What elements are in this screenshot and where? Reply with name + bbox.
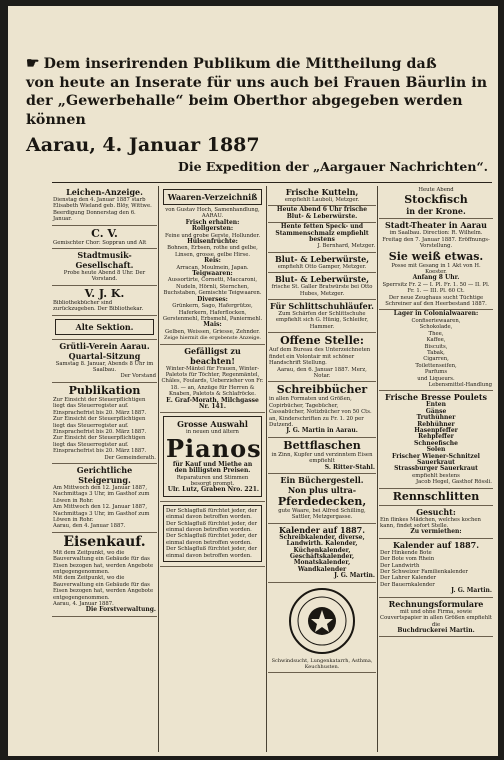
- gericht-block: [52, 464, 157, 533]
- cv-title: C. V.: [91, 226, 118, 240]
- waaren-item: Hülsenfrüchte:: [187, 238, 238, 246]
- seal-block: [268, 583, 376, 674]
- speck-text: Hente fetten Speck- und Stammenschmalz empfiehlt bestens: [275, 223, 369, 244]
- kalender-title: Kalender auf 1887.: [278, 524, 366, 535]
- lager-title: Lager in Colonialwaaren:: [393, 310, 479, 318]
- expedition-signature: Die Expedition der „Aargauer Nachrichten“.: [178, 159, 488, 174]
- gesucht-title: Gesucht:: [416, 506, 456, 517]
- quartal-text: Samstag 8. Januar, Abends 8 Uhr im Saalbau.: [55, 360, 154, 374]
- kal-item: Der Bauernkalender: [380, 581, 435, 588]
- waaren-item: Teigwaaren:: [192, 270, 233, 278]
- gefaelligst-title: Gefälligst zu beachten!: [184, 345, 241, 366]
- column-2: [160, 186, 265, 752]
- metzger-text: Heute Abend 6 Uhr frische Blut- & Leberwürste.: [276, 206, 368, 220]
- list1-item: Toilettenseifen,: [415, 362, 457, 369]
- ritter-stahl: S. Ritter-Stahl.: [324, 463, 375, 471]
- column-4: [379, 186, 493, 752]
- eisenkauf-text: Mit dem Zeitpunkt, wo die Bauverwaltung ein Gebäude für das Eisen bezogen hat, werden Angebote entgegengenommen.: [53, 549, 154, 575]
- schwind-text: Schwindsucht, Lungenkatarrh, Asthma, Keuchhusten.: [271, 657, 373, 671]
- publikation-text: Zur Einsicht der Steuerpflichtigen liegt das Steuerregister auf. Einsprachefrist bis 20. März 1887.: [53, 396, 147, 416]
- waaren-item: Reis:: [204, 257, 221, 265]
- eisenkauf-block: [52, 533, 157, 617]
- theater-block: [379, 219, 493, 310]
- chor-text: Gemischter Chor: Soppran und Alt: [53, 239, 147, 246]
- publikation-text: Zur Einsicht der Steuerpflichtigen liegt das Steuerregister auf. Einsprachefrist bis 20. März 1887.: [53, 416, 147, 435]
- announcement-header: [26, 54, 488, 174]
- waaren-item: Feine und grobe Gerste, Hollunder.: [164, 232, 261, 239]
- column-1: [52, 186, 157, 752]
- schlagfluss-text: Der Schlagfluß fürchtet jeder, der einmal davon betroffen worden.: [166, 520, 258, 534]
- waaren-item: Grünkern, Sago, Hafergrütze, Haferkern, Haferflocken, Gerstenmehl, Erbsmehl, Paniermehl.: [162, 303, 263, 322]
- publikation-title: Publikation: [68, 383, 141, 397]
- kal-item: Der Bote vom Rhein: [380, 556, 435, 563]
- rechnung-block: [379, 598, 493, 638]
- schreibbuecher-block: [268, 382, 376, 437]
- alte-sektion-title: Alte Sektion.: [55, 319, 154, 335]
- rennschlitten-block: [379, 489, 493, 506]
- blut2-text: empfiehlt Otto Gamper, Metzger.: [277, 263, 367, 270]
- announcement-line-2: von heute an Inserate für uns auch bei Frauen Bäurlin in: [26, 74, 488, 91]
- buechergestell-block: [268, 474, 376, 524]
- gericht-title: Gerichtliche Steigerung.: [76, 464, 133, 485]
- schlittschuh-block: [268, 300, 376, 333]
- waaren-item: Gelben, Weissen, Griesse, Zehnder.: [165, 328, 260, 335]
- seal-emblem-icon: [287, 586, 357, 656]
- quartal-title: Quartal-Sitzung: [68, 350, 141, 361]
- schreib-title: Schreibbücher: [276, 383, 368, 397]
- kalender-block: [268, 524, 376, 583]
- publikation-block: [52, 383, 157, 464]
- leichen-title: Leichen-Anzeige.: [66, 187, 143, 197]
- piano-block: [160, 413, 265, 501]
- frische-title: Frische Bresse Poulets: [384, 392, 488, 403]
- vjk-block: [52, 286, 157, 316]
- bettflaschen-title: Bettflaschen: [283, 438, 361, 452]
- rechnung-title: Rechnungsformulare: [388, 598, 484, 609]
- waaren-item: Rollgersten:: [191, 225, 234, 233]
- pferdedecken-title: Pferdedecken,: [277, 494, 367, 508]
- piano-ad: [163, 416, 262, 496]
- list2-item: Enten: [426, 401, 446, 409]
- waaren-item: Mais:: [203, 321, 222, 329]
- list1-item: und Liqueurs.: [417, 375, 455, 382]
- list2-item: Rehpfeffer: [418, 433, 454, 441]
- publikation-text: Zur Einsicht der Steuerpflichtigen liegt das Steuerregister auf. Einsprachefrist bis 20. März 1887.: [53, 435, 147, 455]
- mentor: Der neue Zeughaus sucht Tüchtige Schreiner auf den Heerbestand 1887.: [385, 294, 487, 308]
- schlittschuh-title: Für Schlittschuhläufer.: [270, 301, 374, 312]
- alte-sektion-block: [52, 316, 157, 340]
- dateline: Aarau, 4. Januar 1887: [26, 134, 260, 156]
- pointing-hand-icon: ☛: [26, 54, 40, 72]
- stockfisch-title: Stockfisch: [404, 193, 468, 207]
- announcement-line-3: der „Gewerbehalle“ beim Oberthor abgegeben werden: [26, 93, 463, 109]
- kutteln-block: [268, 186, 376, 206]
- stadt-sub: im Saalbau. Direction: R. Wilhelm. Freitag den 7. Januar 1887. Eröffnungs-Vorstellung.: [382, 230, 490, 250]
- buch-title: Ein Büchergestell.: [280, 474, 364, 485]
- waaren-item: Diverses:: [197, 295, 228, 303]
- leichen-text: Dienstag den 4. Januar 1887 starb Elisabeth Wieland geb. Blöy, Wittwe. Beerdigung Donnerstag den 6. Januar.: [53, 197, 152, 223]
- bibliothek-text: Bibliothekbücher sind zurückzugeben. Der Bibliothekar.: [53, 299, 144, 313]
- blut2-block: [268, 253, 376, 273]
- list2-item: Rebhühner: [417, 420, 455, 428]
- schlittschuh-text: Zum Schärfen der Schlittschuhe empfiehlt sich G. Hünig, Schleifer, Hammer.: [275, 311, 369, 330]
- stockfisch-block: [379, 186, 493, 219]
- ad-columns: [52, 186, 494, 752]
- gesucht-text: Ein flinkes Mädchen, welches kochen kann, findet sofort Stelle.: [380, 516, 481, 530]
- list1-item: Schokolade,: [419, 324, 453, 331]
- grosse-auswahl: Grosse Auswahl: [177, 419, 248, 430]
- graf-morath: E. Graf-Morath, Milchgasse Nr. 141.: [166, 396, 259, 410]
- neu-text: in neuen und ältern: [186, 429, 239, 436]
- stadtmusik-title: Stadtmusik-Gesellschaft.: [75, 250, 134, 271]
- gericht-text: Am Mittwoch den 12. Januar 1887, Nachmittags 3 Uhr, im Gasthof zum Löwen in Rohr.: [53, 484, 150, 504]
- frisch-erhalten: Frisch erhalten:: [185, 218, 240, 226]
- newspaper-page: [8, 6, 498, 756]
- heute-abend: Heute Abend: [418, 187, 454, 193]
- eisenkauf-text: Mit dem Zeitpunkt, wo die Bauverwaltung ein Gebäude für das Eisen bezogen hat, werden Angebote entgegengenommen.: [53, 575, 154, 601]
- list1-item: Biscuits,: [424, 343, 448, 350]
- schlagfluss-block: [160, 502, 265, 567]
- kalender2-block: [379, 539, 493, 598]
- list1-item: Thee,: [428, 330, 444, 337]
- list2-item: Truthühner: [416, 414, 456, 422]
- offene-title: Offene Stelle:: [280, 334, 364, 348]
- waaren-item: Arracan, Moulmein, Japan.: [176, 264, 249, 271]
- bettflaschen-text: in Zinn, Kupfer und verzinntem Eisen empfiehlt: [271, 451, 373, 465]
- kal-item: Der Schweizer Familienkalender: [380, 569, 468, 576]
- kutteln-text: empfiehlt Lauboli, Metzger.: [284, 197, 360, 203]
- lebensmittel: Lebensmittel-Handlung: [428, 381, 492, 388]
- krone-text: in der Krone.: [406, 206, 466, 217]
- list2-item: Schneefische: [414, 439, 458, 447]
- kal-shop: J. G. Martin.: [451, 587, 492, 595]
- preise: Sperrsitz Fr. 2 — I. Pl. Fr. 1. 50 — II. Pl. Fr. 1. — III. Pl. 60 Ct.: [382, 281, 490, 295]
- column-3: [268, 186, 376, 752]
- kalender2-title: Kalender auf 1887.: [392, 539, 480, 550]
- list2-item: Hasenpfeffer: [414, 426, 458, 434]
- kutteln-title: Frische Kutteln,: [285, 187, 359, 197]
- list2-item: Gänse: [425, 407, 447, 415]
- waaren-sub: von Gustav Hoch, Samenhandlung, AARAU.: [165, 207, 260, 220]
- gesucht-block: [379, 506, 493, 539]
- schlagfluss-text: Der Schlagfluß fürchtet jeder, der einmal davon betroffen worden.: [166, 507, 258, 521]
- eisenkauf-title: Eisenkauf.: [63, 533, 146, 550]
- column-divider: [266, 186, 267, 752]
- kal-item: Der Hinkende Bote: [380, 549, 432, 556]
- list3-item: Strassburger Sauerkraut: [394, 465, 478, 473]
- gruetli-title: Grütli-Verein Aarau.: [59, 340, 150, 351]
- blut3-text: frische St. Galler Bratwürste bei Otto Hubes, Metzger.: [271, 284, 373, 297]
- list1-item: Parfums: [424, 369, 448, 376]
- piano-firm: Ulr. Lutz, Graben Nro. 221.: [167, 486, 259, 494]
- waaren-item: Bohnen, Erbsen, rothe und gelbe, Linsen, grosse, gelbe Hirse.: [167, 245, 258, 258]
- metzger-block: [268, 206, 376, 223]
- lager-block: [379, 310, 493, 391]
- waaren-title: Waaren-Verzeichniß: [163, 189, 262, 205]
- kalender-text: Schreibkalender, diverse, Landwirth. Kalender, Küchenkalender, Geschäftskalender, Monatskalender, Wandkalender: [279, 533, 365, 573]
- schreib-shop: J. G. Martin in Aarau.: [286, 427, 358, 435]
- leichen-anzeige: [52, 186, 157, 226]
- gemeinderat: Der Gemeinderath.: [104, 454, 156, 461]
- gericht-text: Am Mittwoch den 12. Januar 1887, Nachmittags 3 Uhr, im Gasthof zum Löwen in Rohr.: [53, 504, 150, 523]
- rechnung-text: mit und ohne Firma, sowie Couvertspapier in allen Größen empfiehlt die: [380, 608, 492, 628]
- gruetli-block: [52, 340, 157, 383]
- list3-item: Sauerkraut: [417, 459, 455, 466]
- column-divider: [377, 186, 378, 752]
- reparaturen-text: Reparaturen und Stimmen besorgt prompt.: [176, 474, 249, 487]
- list2-item: Solen: [426, 446, 446, 454]
- rennschlitten-title: Rennschlitten: [392, 489, 480, 503]
- pferdedecken-text: gute Waare, bei Alfred Schilling, Sattler, Metzgergasse.: [278, 507, 366, 521]
- header-divider: [52, 182, 492, 183]
- list1-item: Kaffee,: [426, 337, 446, 344]
- kalender-shop: J. G. Martin.: [334, 572, 375, 580]
- list3-item: Frischer Wiener-Schnitzel: [392, 452, 480, 460]
- empfiehlt-text: empfiehlt bestens: [412, 472, 460, 479]
- waaren-block: [160, 186, 265, 345]
- quartal-vorstand: Der Vorstand: [120, 373, 156, 380]
- merz-notar: Aarau, den 6. Januar 1887. Merz, Notar.: [277, 366, 367, 379]
- cv-block: [52, 226, 157, 249]
- stadtmusik-block: [52, 249, 157, 286]
- column-divider: [158, 186, 159, 752]
- announcement-line-1: ☛ Dem inserirenden Publikum die Mittheilung daß: [26, 54, 437, 72]
- kal-item: Der Landwirth: [380, 562, 420, 569]
- blut2-title: Blut- & Leberwürste,: [274, 253, 370, 264]
- offene-text: Auf dem Bureau des Unterzeichneten findet ein Volontair mit schöner Handschrift Stellung.: [269, 347, 371, 367]
- schlagfluss-box: [163, 505, 262, 562]
- blut3-title: Blut- & Leberwürste,: [274, 274, 370, 285]
- schlagfluss-text: Der Schlagfluß fürchtet jeder, der einmal davon betroffen worden.: [166, 546, 258, 559]
- schreib-text: in allen Formaten und Größen, Copirbücher, Tagebücher, Cassabücher, Notizbücher von 50 Cts. an, Kinderschriften zu Fr. 1. 20 per Dutzend.: [269, 396, 372, 428]
- offene-stelle-block: [268, 333, 376, 382]
- list1-item: Tabak,: [427, 349, 445, 356]
- blut3-block: [268, 273, 376, 300]
- schlagfluss-text: Der Schlagfluß fürchtet jeder, der einmal davon betroffen worden.: [166, 533, 258, 546]
- weiss-sub: Posse mit Gesang in 1 Akt von H. Koester.: [391, 262, 481, 276]
- pianos-title: Pianos: [166, 433, 262, 463]
- zeige-text: Zeige hiermit die ergebenste Anzeige.: [163, 335, 262, 342]
- buch-text: Non plus ultra-: [287, 484, 357, 495]
- list1-item: Cigarren,: [423, 356, 449, 363]
- stadtmusik-text: Probe heute Abend 8 Uhr. Der Vorstand.: [63, 270, 146, 283]
- kal-item: Der Lahrer Kalender: [380, 575, 436, 582]
- vjk-title: V. J. K.: [84, 286, 125, 300]
- list1-item: Confiseriewaaren,: [411, 317, 461, 324]
- waaren-item: Aussortirte, Cornetti, Maccaroni, Nudeln, Hörnli, Sternchen, Buchstaben, Gemischte Teigwaaren.: [163, 277, 262, 297]
- bettflaschen-block: [268, 438, 376, 474]
- bernhard: J. Bernhard, Metzger.: [317, 243, 375, 250]
- speck-block: [268, 223, 376, 253]
- vermieten-title: Zu vermiethen:: [410, 528, 462, 536]
- seal-logo: [269, 586, 375, 656]
- gefaelligst-block: [160, 345, 265, 414]
- frische-block: [379, 391, 493, 488]
- anfang: Anfang 8 Uhr.: [412, 274, 460, 282]
- announcement-line-4: können: [26, 111, 86, 128]
- gericht-date: Aarau, den 4. Januar 1887.: [53, 523, 126, 530]
- druckerei: Buchdruckerei Martin.: [397, 626, 475, 634]
- kauf-text: für Kauf und Miethe an den billigsten Preisen.: [172, 460, 253, 475]
- jacob-hegel: Jacob Hegel, Gasthof Rössli.: [415, 479, 492, 486]
- stadt-title: Stadt-Theater in Aarau: [384, 220, 487, 231]
- forstverwaltung: Die Forstverwaltung.: [85, 606, 156, 614]
- gefaelligst-text: Winter-Mäntel für Frauen, Winter-Paletots für Töchter, Regenmäntel, Châles, Foulards, Ueberzieher von Fr. 18. — an, Anzüge für Herren & Knaben, Paletots & Schlafröcke.: [161, 365, 264, 398]
- weiss-title: Sie weiß etwas.: [388, 249, 484, 263]
- eisen-date: Aarau, 4. Januar 1887.: [53, 601, 114, 608]
